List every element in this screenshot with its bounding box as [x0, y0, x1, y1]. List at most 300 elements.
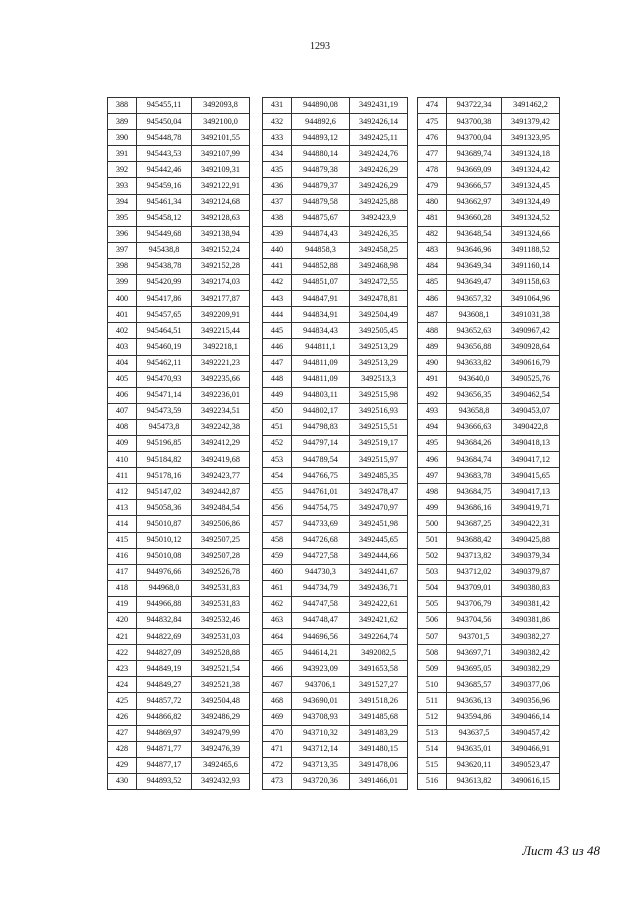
page-number: 1293 — [310, 41, 330, 52]
point-number-cell: 489 — [418, 339, 447, 355]
point-number-cell: 465 — [263, 645, 292, 661]
y-coordinate-cell: 3492152,28 — [192, 258, 250, 274]
x-coordinate-cell: 944849,27 — [137, 677, 192, 693]
y-coordinate-cell: 3490425,88 — [502, 532, 560, 548]
y-coordinate-cell: 3492444,66 — [350, 548, 408, 564]
table-row — [108, 564, 250, 580]
point-number-cell: 476 — [418, 130, 447, 146]
x-coordinate-cell: 944834,43 — [292, 323, 350, 339]
x-coordinate-cell: 943620,11 — [447, 757, 502, 773]
table-row — [418, 452, 560, 468]
point-number-cell: 424 — [108, 677, 137, 693]
point-number-cell: 488 — [418, 323, 447, 339]
table-row — [263, 323, 408, 339]
point-number-cell: 468 — [263, 693, 292, 709]
y-coordinate-cell: 3492504,49 — [350, 307, 408, 323]
table-row — [418, 210, 560, 226]
point-number-cell: 453 — [263, 452, 292, 468]
table-row — [418, 387, 560, 403]
table-row — [418, 291, 560, 307]
x-coordinate-cell: 944849,19 — [137, 661, 192, 677]
y-coordinate-cell: 3492426,29 — [350, 162, 408, 178]
x-coordinate-cell: 945417,86 — [137, 291, 192, 307]
y-coordinate-cell: 3490523,47 — [502, 757, 560, 773]
point-number-cell: 421 — [108, 629, 137, 645]
point-number-cell: 413 — [108, 500, 137, 516]
point-number-cell: 515 — [418, 757, 447, 773]
y-coordinate-cell: 3491379,42 — [502, 114, 560, 130]
point-number-cell: 473 — [263, 773, 292, 789]
y-coordinate-cell: 3492505,45 — [350, 323, 408, 339]
point-number-cell: 414 — [108, 516, 137, 532]
point-number-cell: 436 — [263, 178, 292, 194]
x-coordinate-cell: 944893,12 — [292, 130, 350, 146]
x-coordinate-cell: 943700,04 — [447, 130, 502, 146]
y-coordinate-cell: 3491478,06 — [350, 757, 408, 773]
y-coordinate-cell: 3492236,01 — [192, 387, 250, 403]
x-coordinate-cell: 945420,99 — [137, 275, 192, 291]
table-row — [263, 532, 408, 548]
point-number-cell: 419 — [108, 596, 137, 612]
x-coordinate-cell: 945178,16 — [137, 468, 192, 484]
point-number-cell: 456 — [263, 500, 292, 516]
y-coordinate-cell: 3491480,15 — [350, 741, 408, 757]
y-coordinate-cell: 3490381,86 — [502, 613, 560, 629]
point-number-cell: 483 — [418, 242, 447, 258]
x-coordinate-cell: 943657,32 — [447, 291, 502, 307]
table-row — [263, 468, 408, 484]
point-number-cell: 391 — [108, 146, 137, 162]
table-row — [108, 242, 250, 258]
point-number-cell: 491 — [418, 371, 447, 387]
point-number-cell: 457 — [263, 516, 292, 532]
x-coordinate-cell: 943684,75 — [447, 484, 502, 500]
point-number-cell: 480 — [418, 194, 447, 210]
table-row — [108, 596, 250, 612]
x-coordinate-cell: 944798,83 — [292, 419, 350, 435]
point-number-cell: 493 — [418, 403, 447, 419]
x-coordinate-cell: 943708,93 — [292, 709, 350, 725]
y-coordinate-cell: 3490967,42 — [502, 323, 560, 339]
y-coordinate-cell: 3492478,47 — [350, 484, 408, 500]
x-coordinate-cell: 945455,11 — [137, 98, 192, 114]
x-coordinate-cell: 944726,68 — [292, 532, 350, 548]
table-row — [108, 146, 250, 162]
table-row — [263, 387, 408, 403]
x-coordinate-cell: 944747,58 — [292, 596, 350, 612]
table-row — [108, 419, 250, 435]
point-number-cell: 395 — [108, 210, 137, 226]
table-row — [263, 741, 408, 757]
table-row — [108, 162, 250, 178]
point-number-cell: 516 — [418, 773, 447, 789]
point-number-cell: 486 — [418, 291, 447, 307]
x-coordinate-cell: 944976,66 — [137, 564, 192, 580]
y-coordinate-cell: 3491462,2 — [502, 98, 560, 114]
table-row — [263, 162, 408, 178]
y-coordinate-cell: 3492465,6 — [192, 757, 250, 773]
table-row — [418, 645, 560, 661]
x-coordinate-cell: 943684,74 — [447, 452, 502, 468]
table-row — [108, 484, 250, 500]
table-row — [418, 403, 560, 419]
point-number-cell: 462 — [263, 596, 292, 612]
table-row — [263, 596, 408, 612]
x-coordinate-cell: 944614,21 — [292, 645, 350, 661]
table-row — [418, 516, 560, 532]
table-row — [108, 693, 250, 709]
table-row — [418, 435, 560, 451]
x-coordinate-cell: 943660,28 — [447, 210, 502, 226]
x-coordinate-cell: 945460,19 — [137, 339, 192, 355]
point-number-cell: 412 — [108, 484, 137, 500]
table-row — [263, 275, 408, 291]
y-coordinate-cell: 3492506,86 — [192, 516, 250, 532]
table-row — [418, 484, 560, 500]
point-number-cell: 423 — [108, 661, 137, 677]
y-coordinate-cell: 3491160,14 — [502, 258, 560, 274]
y-coordinate-cell: 3492458,25 — [350, 242, 408, 258]
table-row — [263, 258, 408, 274]
point-number-cell: 447 — [263, 355, 292, 371]
point-number-cell: 454 — [263, 468, 292, 484]
point-number-cell: 500 — [418, 516, 447, 532]
point-number-cell: 422 — [108, 645, 137, 661]
y-coordinate-cell: 3492515,98 — [350, 387, 408, 403]
table-row — [108, 613, 250, 629]
point-number-cell: 478 — [418, 162, 447, 178]
y-coordinate-cell: 3492426,35 — [350, 226, 408, 242]
point-number-cell: 459 — [263, 548, 292, 564]
y-coordinate-cell: 3492419,68 — [192, 452, 250, 468]
y-coordinate-cell: 3490356,96 — [502, 693, 560, 709]
table-row — [263, 419, 408, 435]
point-number-cell: 451 — [263, 419, 292, 435]
table-row — [418, 242, 560, 258]
x-coordinate-cell: 943689,74 — [447, 146, 502, 162]
y-coordinate-cell: 3491527,27 — [350, 677, 408, 693]
x-coordinate-cell: 943706,1 — [292, 677, 350, 693]
x-coordinate-cell: 944811,1 — [292, 339, 350, 355]
table-row — [418, 114, 560, 130]
table-row — [263, 355, 408, 371]
y-coordinate-cell: 3492532,46 — [192, 613, 250, 629]
point-number-cell: 496 — [418, 452, 447, 468]
table-row — [108, 339, 250, 355]
y-coordinate-cell: 3492412,29 — [192, 435, 250, 451]
point-number-cell: 487 — [418, 307, 447, 323]
table-row — [108, 500, 250, 516]
x-coordinate-cell: 944803,11 — [292, 387, 350, 403]
y-coordinate-cell: 3492264,74 — [350, 629, 408, 645]
x-coordinate-cell: 943710,32 — [292, 725, 350, 741]
point-number-cell: 448 — [263, 371, 292, 387]
y-coordinate-cell: 3492472,55 — [350, 275, 408, 291]
sheet-footer: Лист 43 из 48 — [522, 843, 600, 858]
table-row — [263, 500, 408, 516]
point-number-cell: 434 — [263, 146, 292, 162]
table-row — [108, 114, 250, 130]
point-number-cell: 467 — [263, 677, 292, 693]
y-coordinate-cell: 3492513,29 — [350, 339, 408, 355]
x-coordinate-cell: 945010,87 — [137, 516, 192, 532]
table-row — [263, 291, 408, 307]
x-coordinate-cell: 944880,14 — [292, 146, 350, 162]
table-row — [263, 371, 408, 387]
point-number-cell: 417 — [108, 564, 137, 580]
point-number-cell: 508 — [418, 645, 447, 661]
point-number-cell: 430 — [108, 773, 137, 789]
y-coordinate-cell: 3492436,71 — [350, 580, 408, 596]
x-coordinate-cell: 943649,47 — [447, 275, 502, 291]
x-coordinate-cell: 943666,57 — [447, 178, 502, 194]
table-row — [418, 548, 560, 564]
table-row — [418, 564, 560, 580]
x-coordinate-cell: 943700,38 — [447, 114, 502, 130]
table-row — [418, 532, 560, 548]
point-number-cell: 502 — [418, 548, 447, 564]
table-row — [418, 596, 560, 612]
y-coordinate-cell: 3492100,0 — [192, 114, 250, 130]
y-coordinate-cell: 3492221,23 — [192, 355, 250, 371]
x-coordinate-cell: 944893,52 — [137, 773, 192, 789]
y-coordinate-cell: 3491324,66 — [502, 226, 560, 242]
y-coordinate-cell: 3490381,42 — [502, 596, 560, 612]
y-coordinate-cell: 3492426,14 — [350, 114, 408, 130]
x-coordinate-cell: 945184,82 — [137, 452, 192, 468]
table-row — [263, 693, 408, 709]
table-row — [263, 98, 408, 114]
point-number-cell: 408 — [108, 419, 137, 435]
y-coordinate-cell: 3491324,49 — [502, 194, 560, 210]
y-coordinate-cell: 3492425,88 — [350, 194, 408, 210]
x-coordinate-cell: 943640,0 — [447, 371, 502, 387]
x-coordinate-cell: 943688,42 — [447, 532, 502, 548]
table-row — [418, 275, 560, 291]
point-number-cell: 392 — [108, 162, 137, 178]
x-coordinate-cell: 944754,75 — [292, 500, 350, 516]
point-number-cell: 439 — [263, 226, 292, 242]
x-coordinate-cell: 944890,08 — [292, 98, 350, 114]
x-coordinate-cell: 944727,58 — [292, 548, 350, 564]
x-coordinate-cell: 943687,25 — [447, 516, 502, 532]
table-row — [263, 242, 408, 258]
y-coordinate-cell: 3492431,19 — [350, 98, 408, 114]
y-coordinate-cell: 3490928,64 — [502, 339, 560, 355]
table-row — [108, 661, 250, 677]
y-coordinate-cell: 3492441,67 — [350, 564, 408, 580]
x-coordinate-cell: 944877,17 — [137, 757, 192, 773]
x-coordinate-cell: 945464,51 — [137, 323, 192, 339]
y-coordinate-cell: 3491324,18 — [502, 146, 560, 162]
x-coordinate-cell: 945147,02 — [137, 484, 192, 500]
y-coordinate-cell: 3490422,31 — [502, 516, 560, 532]
point-number-cell: 398 — [108, 258, 137, 274]
table-row — [108, 258, 250, 274]
table-row — [263, 677, 408, 693]
table-row — [108, 194, 250, 210]
table-row — [418, 419, 560, 435]
point-number-cell: 406 — [108, 387, 137, 403]
point-number-cell: 425 — [108, 693, 137, 709]
point-number-cell: 394 — [108, 194, 137, 210]
x-coordinate-cell: 945438,8 — [137, 242, 192, 258]
table-row — [418, 162, 560, 178]
x-coordinate-cell: 943720,36 — [292, 773, 350, 789]
y-coordinate-cell: 3490379,87 — [502, 564, 560, 580]
point-number-cell: 463 — [263, 613, 292, 629]
point-number-cell: 481 — [418, 210, 447, 226]
table-row — [108, 275, 250, 291]
y-coordinate-cell: 3492528,88 — [192, 645, 250, 661]
x-coordinate-cell: 944892,6 — [292, 114, 350, 130]
table-row — [263, 403, 408, 419]
point-number-cell: 416 — [108, 548, 137, 564]
y-coordinate-cell: 3492515,97 — [350, 452, 408, 468]
y-coordinate-cell: 3492177,87 — [192, 291, 250, 307]
x-coordinate-cell: 943656,35 — [447, 387, 502, 403]
x-coordinate-cell: 945443,53 — [137, 146, 192, 162]
point-number-cell: 432 — [263, 114, 292, 130]
x-coordinate-cell: 944827,09 — [137, 645, 192, 661]
y-coordinate-cell: 3490377,06 — [502, 677, 560, 693]
point-number-cell: 389 — [108, 114, 137, 130]
x-coordinate-cell: 943713,82 — [447, 548, 502, 564]
y-coordinate-cell: 3491483,29 — [350, 725, 408, 741]
y-coordinate-cell: 3492235,66 — [192, 371, 250, 387]
y-coordinate-cell: 3492124,68 — [192, 194, 250, 210]
table-row — [418, 725, 560, 741]
x-coordinate-cell: 944966,88 — [137, 596, 192, 612]
table-row — [418, 339, 560, 355]
x-coordinate-cell: 944811,09 — [292, 355, 350, 371]
x-coordinate-cell: 943722,34 — [447, 98, 502, 114]
x-coordinate-cell: 944789,54 — [292, 452, 350, 468]
coordinates-table-1 — [107, 97, 250, 790]
y-coordinate-cell: 3492422,61 — [350, 596, 408, 612]
point-number-cell: 399 — [108, 275, 137, 291]
point-number-cell: 506 — [418, 613, 447, 629]
x-coordinate-cell: 945442,46 — [137, 162, 192, 178]
y-coordinate-cell: 3490415,65 — [502, 468, 560, 484]
table-row — [108, 307, 250, 323]
y-coordinate-cell: 3492082,5 — [350, 645, 408, 661]
table-row — [263, 178, 408, 194]
y-coordinate-cell: 3491031,38 — [502, 307, 560, 323]
y-coordinate-cell: 3491518,26 — [350, 693, 408, 709]
x-coordinate-cell: 943685,57 — [447, 677, 502, 693]
table-row — [263, 516, 408, 532]
y-coordinate-cell: 3492215,44 — [192, 323, 250, 339]
point-number-cell: 472 — [263, 757, 292, 773]
y-coordinate-cell: 3490616,79 — [502, 355, 560, 371]
x-coordinate-cell: 943683,78 — [447, 468, 502, 484]
table-row — [418, 580, 560, 596]
point-number-cell: 446 — [263, 339, 292, 355]
table-row — [108, 403, 250, 419]
y-coordinate-cell: 3492513,29 — [350, 355, 408, 371]
y-coordinate-cell: 3490379,34 — [502, 548, 560, 564]
point-number-cell: 466 — [263, 661, 292, 677]
x-coordinate-cell: 943669,09 — [447, 162, 502, 178]
y-coordinate-cell: 3491064,96 — [502, 291, 560, 307]
point-number-cell: 441 — [263, 258, 292, 274]
point-number-cell: 443 — [263, 291, 292, 307]
table-row — [418, 500, 560, 516]
x-coordinate-cell: 944847,91 — [292, 291, 350, 307]
y-coordinate-cell: 3492152,24 — [192, 242, 250, 258]
table-row — [263, 580, 408, 596]
x-coordinate-cell: 945438,78 — [137, 258, 192, 274]
y-coordinate-cell: 3492521,38 — [192, 677, 250, 693]
y-coordinate-cell: 3492486,29 — [192, 709, 250, 725]
y-coordinate-cell: 3490382,27 — [502, 629, 560, 645]
table-row — [263, 307, 408, 323]
y-coordinate-cell: 3490380,83 — [502, 580, 560, 596]
y-coordinate-cell: 3491323,95 — [502, 130, 560, 146]
point-number-cell: 513 — [418, 725, 447, 741]
y-coordinate-cell: 3492531,03 — [192, 629, 250, 645]
x-coordinate-cell: 943695,05 — [447, 661, 502, 677]
table-row — [418, 693, 560, 709]
table-row — [263, 226, 408, 242]
x-coordinate-cell: 945450,04 — [137, 114, 192, 130]
table-row — [263, 339, 408, 355]
x-coordinate-cell: 945196,85 — [137, 435, 192, 451]
point-number-cell: 501 — [418, 532, 447, 548]
point-number-cell: 409 — [108, 435, 137, 451]
table-row — [263, 725, 408, 741]
table-row — [263, 629, 408, 645]
y-coordinate-cell: 3492451,98 — [350, 516, 408, 532]
x-coordinate-cell: 944879,58 — [292, 194, 350, 210]
x-coordinate-cell: 943662,97 — [447, 194, 502, 210]
table-row — [263, 661, 408, 677]
y-coordinate-cell: 3490422,8 — [502, 419, 560, 435]
table-row — [108, 677, 250, 693]
y-coordinate-cell: 3490419,71 — [502, 500, 560, 516]
x-coordinate-cell: 944869,97 — [137, 725, 192, 741]
point-number-cell: 469 — [263, 709, 292, 725]
x-coordinate-cell: 943706,79 — [447, 596, 502, 612]
table-row — [263, 548, 408, 564]
table-row — [263, 709, 408, 725]
point-number-cell: 431 — [263, 98, 292, 114]
table-row — [418, 661, 560, 677]
x-coordinate-cell: 944879,37 — [292, 178, 350, 194]
y-coordinate-cell: 3492516,93 — [350, 403, 408, 419]
y-coordinate-cell: 3492109,31 — [192, 162, 250, 178]
y-coordinate-cell: 3492423,77 — [192, 468, 250, 484]
table-row — [108, 757, 250, 773]
point-number-cell: 390 — [108, 130, 137, 146]
y-coordinate-cell: 3490417,12 — [502, 452, 560, 468]
x-coordinate-cell: 945473,8 — [137, 419, 192, 435]
x-coordinate-cell: 944802,17 — [292, 403, 350, 419]
y-coordinate-cell: 3492484,54 — [192, 500, 250, 516]
table-row — [108, 629, 250, 645]
point-number-cell: 429 — [108, 757, 137, 773]
table-row — [108, 741, 250, 757]
y-coordinate-cell: 3490457,42 — [502, 725, 560, 741]
table-row — [418, 468, 560, 484]
y-coordinate-cell: 3492138,94 — [192, 226, 250, 242]
x-coordinate-cell: 944874,43 — [292, 226, 350, 242]
point-number-cell: 438 — [263, 210, 292, 226]
y-coordinate-cell: 3490466,14 — [502, 709, 560, 725]
x-coordinate-cell: 943712,02 — [447, 564, 502, 580]
point-number-cell: 415 — [108, 532, 137, 548]
